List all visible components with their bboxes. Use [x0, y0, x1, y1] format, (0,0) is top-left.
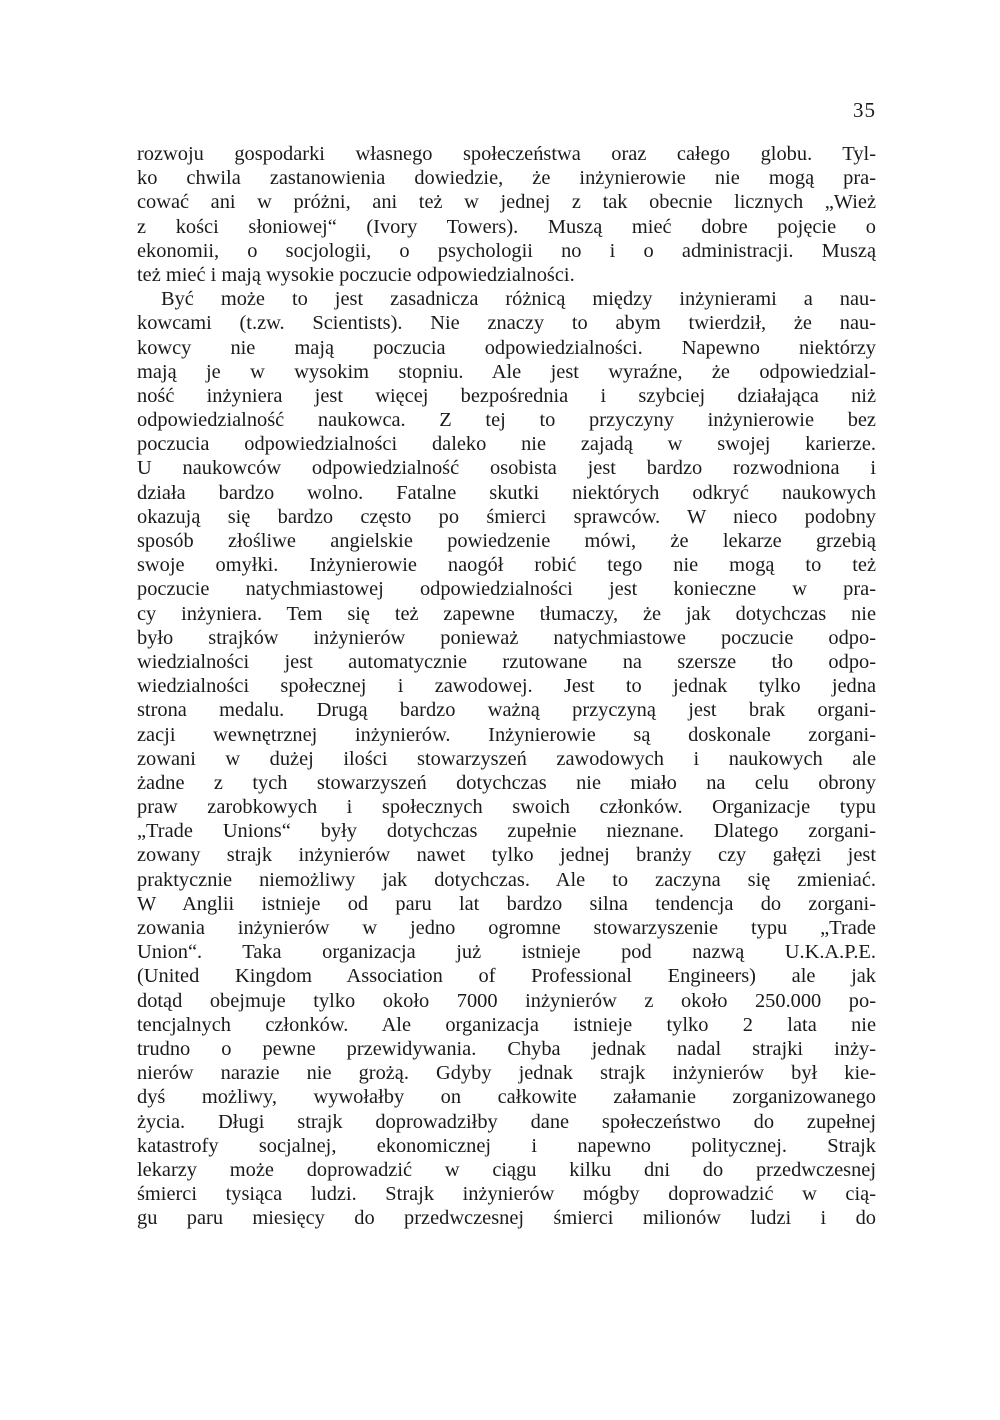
text-line: Union“. Taka organizacja już istnieje pod nazwą U.K.A.P.E. — [137, 941, 876, 964]
text-line: z kości słoniowej“ (Ivory Towers). Muszą mieć dobre pojęcie o — [137, 215, 876, 238]
text-line: poczucia odpowiedzialności daleko nie zajadą w swojej karierze. — [137, 433, 876, 456]
text-line: ko chwila zastanowienia dowiedzie, że inżynierowie nie mogą pra- — [137, 167, 876, 190]
text-line: zowani w dużej ilości stowarzyszeń zawodowych i naukowych ale — [137, 747, 876, 770]
text-line: nierów narazie nie grożą. Gdyby jednak strajk inżynierów był kie- — [137, 1062, 876, 1085]
text-line: katastrofy socjalnej, ekonomicznej i napewno politycznej. Strajk — [137, 1134, 876, 1157]
text-line: praw zarobkowych i społecznych swoich członków. Organizacje typu — [137, 796, 876, 819]
text-line: „Trade Unions“ były dotychczas zupełnie nieznane. Dlatego zorgani- — [137, 820, 876, 843]
text-line: kowcami (t.zw. Scientists). Nie znaczy to abym twierdził, że nau- — [137, 312, 876, 335]
body-text — [137, 142, 876, 1230]
text-line: trudno o pewne przewidywania. Chyba jednak nadal strajki inży- — [137, 1037, 876, 1060]
text-line: U naukowców odpowiedzialność osobista jest bardzo rozwodniona i — [137, 457, 876, 480]
text-line: dyś możliwy, wywołałby on całkowite załamanie zorganizowanego — [137, 1086, 876, 1109]
text-line: było strajków inżynierów ponieważ natychmiastowe poczucie odpo- — [137, 626, 876, 649]
text-line: cy inżyniera. Tem się też zapewne tłumaczy, że jak dotychczas nie — [137, 602, 876, 625]
text-line: żadne z tych stowarzyszeń dotychczas nie miało na celu obrony — [137, 771, 876, 794]
text-line: praktycznie niemożliwy jak dotychczas. Ale to zaczyna się zmieniać. — [137, 868, 876, 891]
text-line: rozwoju gospodarki własnego społeczeństwa oraz całego globu. Tyl- — [137, 143, 876, 165]
text-line: (United Kingdom Association of Professional Engineers) ale jak — [137, 965, 876, 988]
text-line: mają je w wysokim stopniu. Ale jest wyraźne, że odpowiedzial- — [137, 360, 876, 383]
text-line: tencjalnych członków. Ale organizacja istnieje tylko 2 lata nie — [137, 1013, 876, 1036]
text-line: ność inżyniera jest więcej bezpośrednia i szybciej działająca niż — [137, 384, 876, 407]
text-line: zowany strajk inżynierów nawet tylko jednej branży czy gałęzi jest — [137, 844, 876, 867]
text-line: cować ani w próżni, ani też w jednej z tak obecnie licznych „Wież — [137, 191, 876, 214]
text-line: odpowiedzialność naukowca. Z tej to przyczyny inżynierowie bez — [137, 409, 876, 432]
page-number: 35 — [853, 98, 876, 122]
text-line: zowania inżynierów w jedno ogromne stowarzyszenie typu „Trade — [137, 917, 876, 939]
text-line: strona medalu. Drugą bardzo ważną przyczyną jest brak organi- — [137, 699, 876, 722]
text-line: Być może to jest zasadnicza różnicą między inżynierami a nau- — [161, 288, 876, 311]
text-line: swoje omyłki. Inżynierowie naogół robić tego nie mogą to też — [137, 554, 876, 577]
text-line: poczucie natychmiastowej odpowiedzialności jest konieczne w pra- — [137, 578, 876, 601]
text-line: też mieć i mają wysokie poczucie odpowiedzialności. — [137, 263, 575, 286]
text-line: gu paru miesięcy do przedwczesnej śmierci milionów ludzi i do — [137, 1207, 876, 1230]
text-line: ekonomii, o socjologii, o psychologii no i o administracji. Muszą — [137, 239, 876, 262]
text-line: śmierci tysiąca ludzi. Strajk inżynierów mógby doprowadzić w cią- — [137, 1183, 876, 1206]
text-line: okazują się bardzo często po śmierci sprawców. W nieco podobny — [137, 505, 876, 528]
text-line: dotąd obejmuje tylko około 7000 inżynierów z około 250.000 po- — [137, 989, 876, 1012]
text-line: lekarzy może doprowadzić w ciągu kilku dni do przedwczesnej — [137, 1158, 876, 1181]
text-line: życia. Długi strajk doprowadziłby dane społeczeństwo do zupełnej — [137, 1110, 876, 1133]
text-line: W Anglii istnieje od paru lat bardzo silna tendencja do zorgani- — [137, 892, 876, 915]
text-line: wiedzialności społecznej i zawodowej. Jest to jednak tylko jedna — [137, 675, 876, 698]
text-line: zacji wewnętrznej inżynierów. Inżynierowie są doskonale zorgani- — [137, 723, 876, 746]
text-line: działa bardzo wolno. Fatalne skutki niektórych odkryć naukowych — [137, 481, 876, 504]
text-line: wiedzialności jest automatycznie rzutowane na szersze tło odpo- — [137, 650, 876, 673]
text-line: sposób złośliwe angielskie powiedzenie mówi, że lekarze grzebią — [137, 530, 876, 552]
text-line: kowcy nie mają poczucia odpowiedzialności. Napewno niektórzy — [137, 336, 876, 359]
